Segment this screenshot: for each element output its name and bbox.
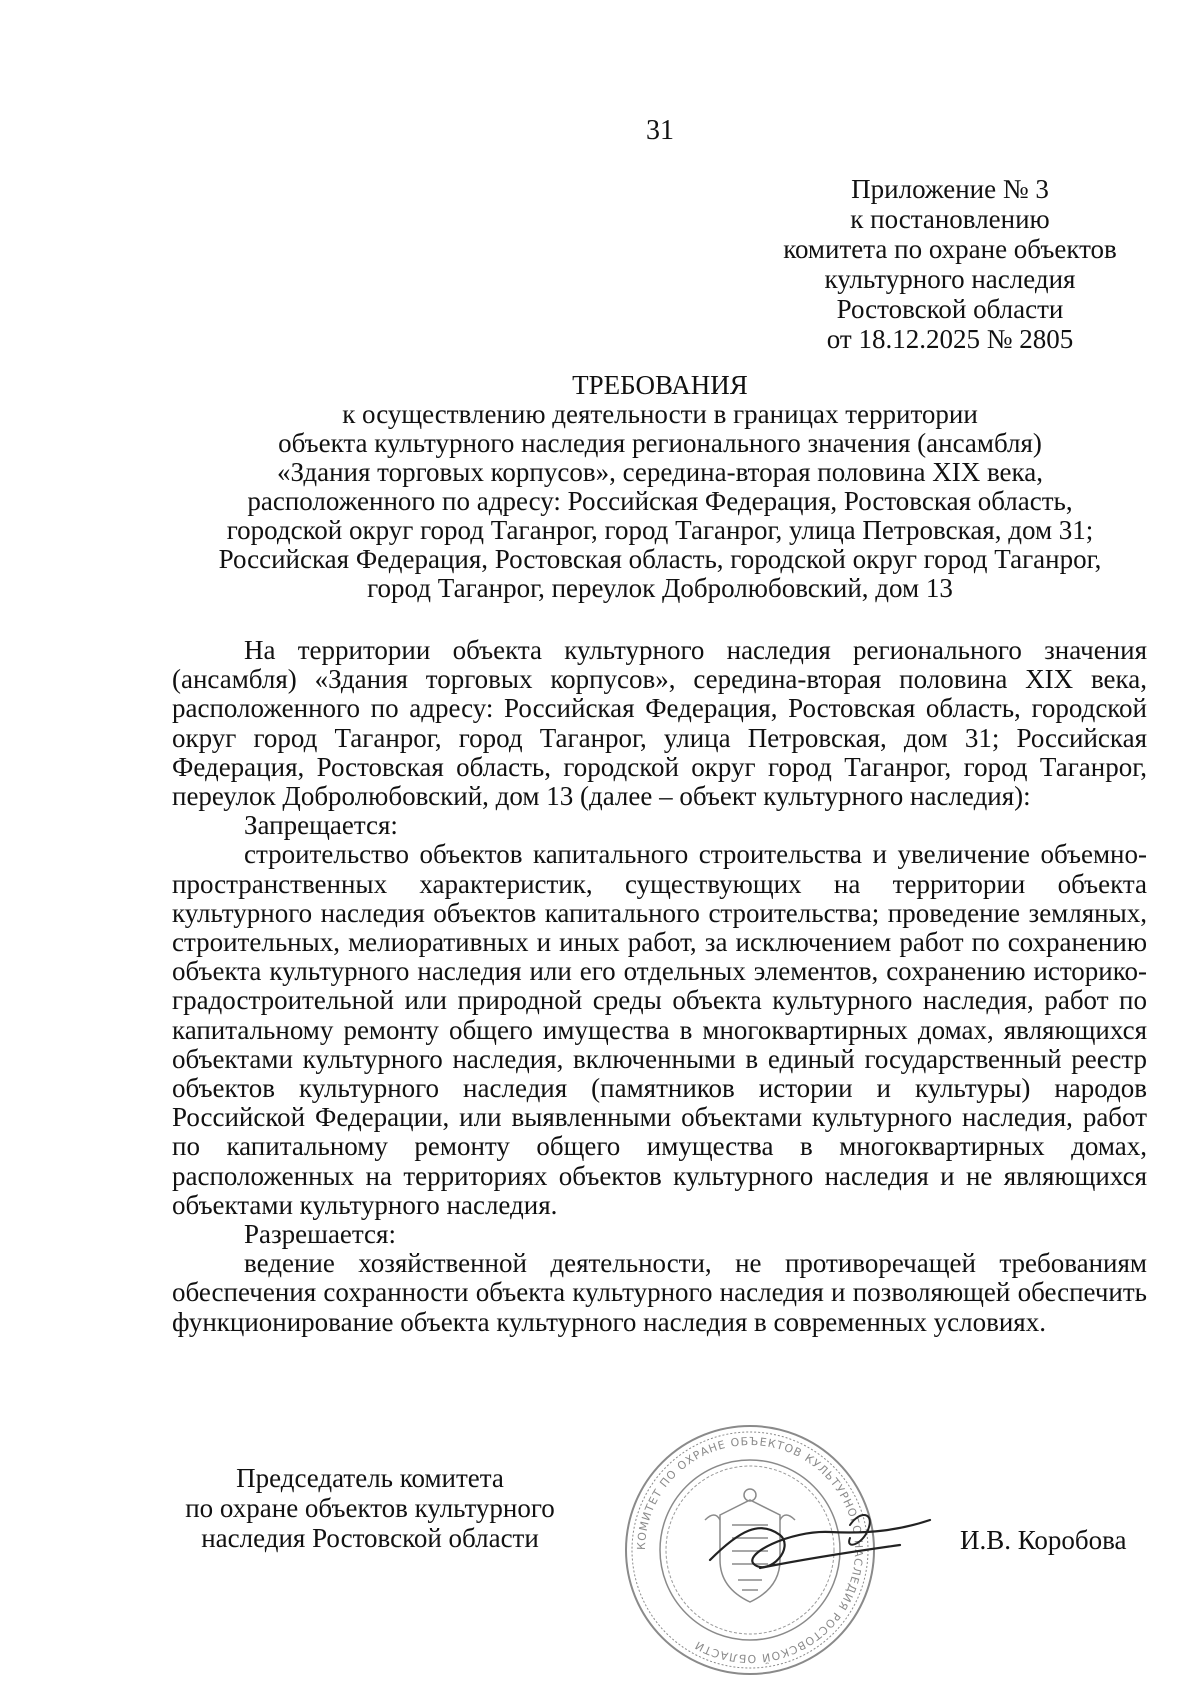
appendix-line: Ростовской области	[836, 294, 1064, 324]
appendix-header	[760, 174, 1140, 354]
document-title	[170, 371, 1150, 603]
title-line: «Здания торговых корпусов», середина-вторая половина XIX века,	[277, 457, 1043, 487]
signatory-name: И.В. Коробова	[960, 1525, 1127, 1555]
title-line: городской округ город Таганрог, город Таганрог, улица Петровская, дом 31;	[226, 515, 1094, 545]
appendix-line: культурного наследия	[824, 264, 1076, 294]
prohibited-paragraph: строительство объектов капитального строительства и увеличение объемно-пространственных характеристик, существующих на территории объекта культурного наследия объектов капитального строительства; проведение земляных, строительных, мелиоративных и иных работ, за исключением работ по сохранению объекта культурного наследия или его отдельных элементов, сохранению историко-градостроительной или природной среды объекта культурного наследия, работ по капитальному ремонту общего имущества в многоквартирных домах, являющихся объектами культурного наследия, включенными в единый государственный реестр объектов культурного наследия (памятников истории и культуры) народов Российской Федерации, или выявленными объектами культурного наследия, работ по капитальному ремонту общего имущества в многоквартирных домах, расположенных на территориях объектов культурного наследия и не являющихся объектами культурного наследия.	[172, 839, 1147, 1220]
allowed-paragraph: ведение хозяйственной деятельности, не противоречащей требованиям обеспечения сохранности объекта культурного наследия и позволяющей обеспечить функционирование объекта культурного наследия в современных условиях.	[172, 1248, 1147, 1337]
title-line: город Таганрог, переулок Добролюбовский, дом 13	[367, 573, 953, 603]
title-line: расположенного по адресу: Российская Федерация, Ростовская область,	[247, 486, 1073, 516]
appendix-line: комитета по охране объектов	[783, 234, 1117, 264]
appendix-line: Приложение № 3	[851, 174, 1049, 204]
intro-paragraph: На территории объекта культурного наследия регионального значения (ансамбля) «Здания торговых корпусов», середина-вторая половина XIX века, расположенного по адресу: Российская Федерация, Ростовская область, городской округ город Таганрог, город Таганрог, улица Петровская, дом 31; Российская Федерация, Ростовская область, городской округ город Таганрог, город Таганрог, переулок Добролюбовский, дом 13 (далее – объект культурного наследия):	[172, 635, 1147, 812]
prohibited-label: Запрещается:	[244, 810, 398, 841]
handwritten-signature	[700, 1490, 940, 1600]
position-line: по охране объектов культурного	[185, 1493, 555, 1523]
signatory-position	[160, 1463, 580, 1553]
appendix-line: к постановлению	[850, 204, 1050, 234]
title-line: к осуществлению деятельности в границах территории	[342, 399, 978, 429]
title-line: объекта культурного наследия регионального значения (ансамбля)	[278, 428, 1042, 458]
document-body	[172, 636, 1147, 1337]
position-line: наследия Ростовской области	[201, 1523, 539, 1553]
title-line: Российская Федерация, Ростовская область, городской округ город Таганрог,	[218, 544, 1102, 574]
position-line: Председатель комитета	[236, 1463, 504, 1493]
seal-ring-textpath: КОМИТЕТ ПО ОХРАНЕ ОБЪЕКТОВ КУЛЬТУРНОГО НАСЛЕДИЯ РОСТОВСКОЙ ОБЛАСТИ	[634, 1434, 866, 1666]
allowed-label: Разрешается:	[244, 1219, 396, 1250]
appendix-line: от 18.12.2025 № 2805	[826, 324, 1074, 354]
page-number: 31	[646, 115, 674, 146]
title-heading: ТРЕБОВАНИЯ	[572, 370, 748, 400]
